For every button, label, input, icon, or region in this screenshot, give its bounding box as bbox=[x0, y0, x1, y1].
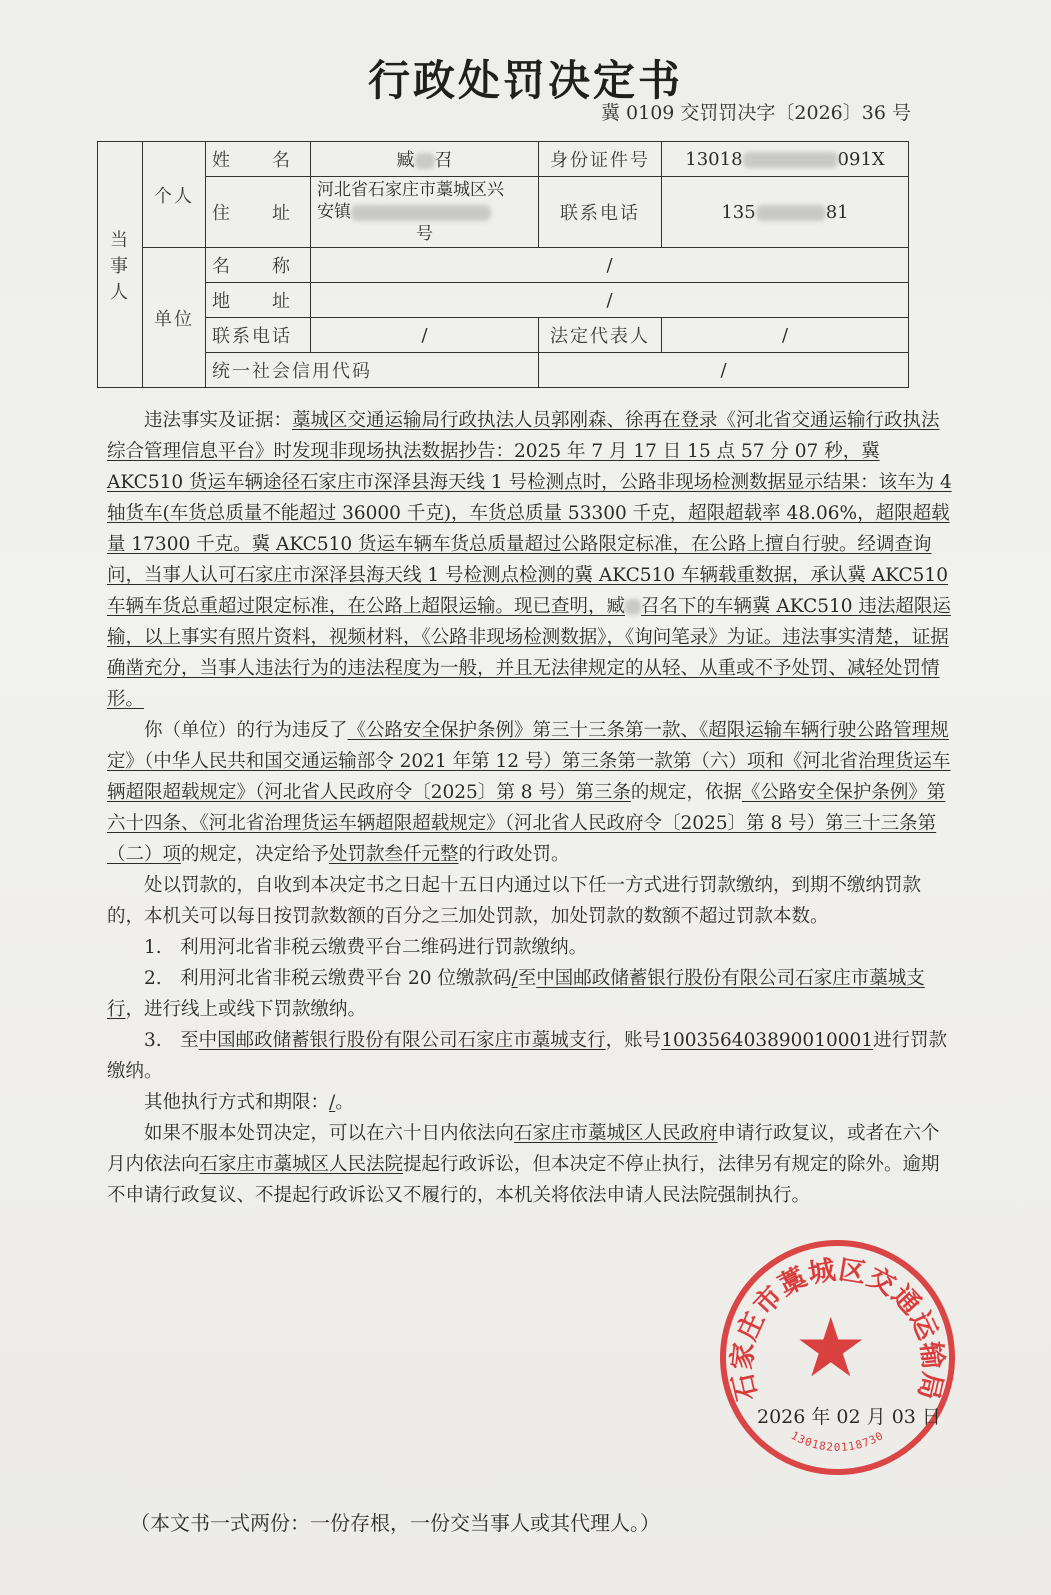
facts-text: 藁城区交通运输局行政执法人员郭刚森、徐再在登录《河北省交通运输行政执法综合管理信息平台》时发现非现场执法数据抄告：2025 年 7 月 17 日 15 点 57 分 07 秒，冀 AKC510 货运车辆途径石家庄市深泽县海天线 1 号检测点时，公路非现场检测数据显示结果：该车为 4 轴货车(车货总质量不能超过 36000 千克)，车货总质量 53300 千克，超限超载率 48.06%，超限超载量 17300 千克。冀 AKC510 货运车辆车货总质量超过公路限定标准，在公路上擅自行驶。经调查询问，当事人认可石家庄市深泽县海天线 1 号检测点检测的冀 AKC510 车辆载重数据，承认冀 AKC510 车辆车货总重超过限定标准，在公路上超限运输。现已查明，臧 召名下的车辆冀 AKC510 违法超限运输，以上事实有照片资料，视频材料，《公路非现场检测数据》，《询问笔录》为证。违法事实清楚，证据确凿充分，当事人违法行为的违法程度为一般，并且无法律规定的从轻、从重或不予处罚、减轻处罚情形。 bbox=[107, 410, 952, 710]
legal-rep-value: / bbox=[662, 318, 909, 353]
bank-name-3: 中国邮政储蓄银行股份有限公司石家庄市藁城支行 bbox=[198, 1030, 606, 1051]
phone-label: 联系电话 bbox=[539, 177, 662, 248]
unit-name-value: / bbox=[311, 248, 909, 283]
facts-label: 违法事实及证据： bbox=[144, 410, 293, 431]
violated-laws: 《公路安全保护条例》第三十三条第一款、《超限运输车辆行驶公路管理规定》（中华人民共和国交通运输部令 2021 年第 12 号）第三条第一款第（六）项和《河北省治理货运车辆超限超载规定》（河北省人民政府令〔2025〕第 8 号）第三条 bbox=[107, 720, 951, 803]
violation-paragraph: 你（单位）的行为违反了《公路安全保护条例》第三十三条第一款、《超限运输车辆行驶公路管理规定》（中华人民共和国交通运输部令 2021 年第 12 号）第三条第一款第（六）项和《河北省治理货运车辆超限超载规定》（河北省人民政府令〔2025〕第 8 号）第三条的规定，依据《公路安全保护条例》第六十四条、《河北省治理货运车辆超限超载规定》（河北省人民政府令〔2025〕第 8 号）第三十三条第（二）项的规定，决定给予处罚款叁仟元整的行政处罚。 bbox=[107, 720, 951, 865]
court-name: 石家庄市藁城区人民法院 bbox=[199, 1154, 404, 1175]
payment-method-1: 1. 利用河北省非税云缴费平台二维码进行罚款缴纳。 bbox=[144, 937, 588, 958]
footer-note: （本文书一式两份：一份存根，一份交当事人或其代理人。） bbox=[130, 1511, 660, 1535]
payment-method-2: 2. 利用河北省非税云缴费平台 20 位缴款码/至中国邮政储蓄银行股份有限公司石家庄市藁城支行，进行线上或线下罚款缴纳。 bbox=[107, 968, 925, 1020]
svg-text:石家庄市藁城区交通运输局: 石家庄市藁城区交通运输局 bbox=[726, 1254, 949, 1404]
other-execution: 其他执行方式和期限：/。 bbox=[144, 1092, 354, 1113]
unit-phone-label: 联系电话 bbox=[206, 318, 311, 353]
document-title: 行政处罚决定书 bbox=[367, 56, 683, 105]
phone-value: 135 81 bbox=[662, 177, 909, 248]
party-info-table bbox=[97, 141, 909, 388]
legal-basis: 《公路安全保护条例》第六十四条、《河北省治理货运车辆超限超载规定》（河北省人民政府令〔2025〕第 8 号）第三十三条第（二）项 bbox=[107, 782, 946, 865]
address-label: 住 址 bbox=[206, 177, 311, 248]
account-number: 100356403890010001 bbox=[661, 1030, 874, 1051]
unit-phone-value: / bbox=[311, 318, 539, 353]
credit-code-label: 统一社会信用代码 bbox=[206, 353, 539, 388]
name-label: 姓 名 bbox=[206, 142, 311, 177]
unit-label: 单位 bbox=[143, 248, 206, 388]
decision-date: 2026 年 02 月 03 日 bbox=[757, 1406, 941, 1428]
facts-paragraph bbox=[107, 405, 955, 715]
official-seal bbox=[720, 1240, 955, 1475]
svg-text:1301820118730: 1301820118730 bbox=[788, 1428, 887, 1454]
unit-address-label: 地 址 bbox=[206, 283, 311, 318]
penalty-amount: 处罚款叁仟元整 bbox=[329, 844, 459, 865]
review-authority: 石家庄市藁城区人民政府 bbox=[514, 1123, 718, 1144]
individual-label: 个人 bbox=[143, 142, 206, 248]
address-value: 河北省石家庄市藁城区兴 安镇 号 bbox=[311, 177, 539, 248]
payment-intro: 处以罚款的，自收到本决定书之日起十五日内通过以下任一方式进行罚款缴纳，到期不缴纳罚款的，本机关可以每日按罚款数额的百分之三加处罚款，加处罚款的数额不超过罚款本数。 bbox=[107, 875, 922, 927]
party-header: 当事人 bbox=[98, 142, 143, 388]
bank-name-2: 中国邮政储蓄银行股份有限公司石家庄市藁城支行 bbox=[107, 968, 925, 1020]
id-value: 13018 091X bbox=[662, 142, 909, 177]
id-label: 身份证件号 bbox=[539, 142, 662, 177]
legal-rep-label: 法定代表人 bbox=[539, 318, 662, 353]
document-body bbox=[107, 405, 955, 1211]
payment-method-3: 3. 至中国邮政储蓄银行股份有限公司石家庄市藁城支行，账号100356403890010001进行罚款缴纳。 bbox=[107, 1030, 948, 1082]
unit-address-value: / bbox=[311, 283, 909, 318]
credit-code-value: / bbox=[539, 353, 909, 388]
document-number: 冀 0109 交罚罚决字〔2026〕36 号 bbox=[600, 102, 911, 124]
unit-name-label: 名 称 bbox=[206, 248, 311, 283]
name-value: 臧 召 bbox=[311, 142, 539, 177]
appeal-paragraph: 如果不服本处罚决定，可以在六十日内依法向石家庄市藁城区人民政府申请行政复议，或者在六个月内依法向石家庄市藁城区人民法院提起行政诉讼，但本决定不停止执行，法律另有规定的除外。逾期不申请行政复议、不提起行政诉讼又不履行的，本机关将依法申请人民法院强制执行。 bbox=[107, 1123, 940, 1206]
seal-star-icon: ★ bbox=[794, 1301, 868, 1396]
